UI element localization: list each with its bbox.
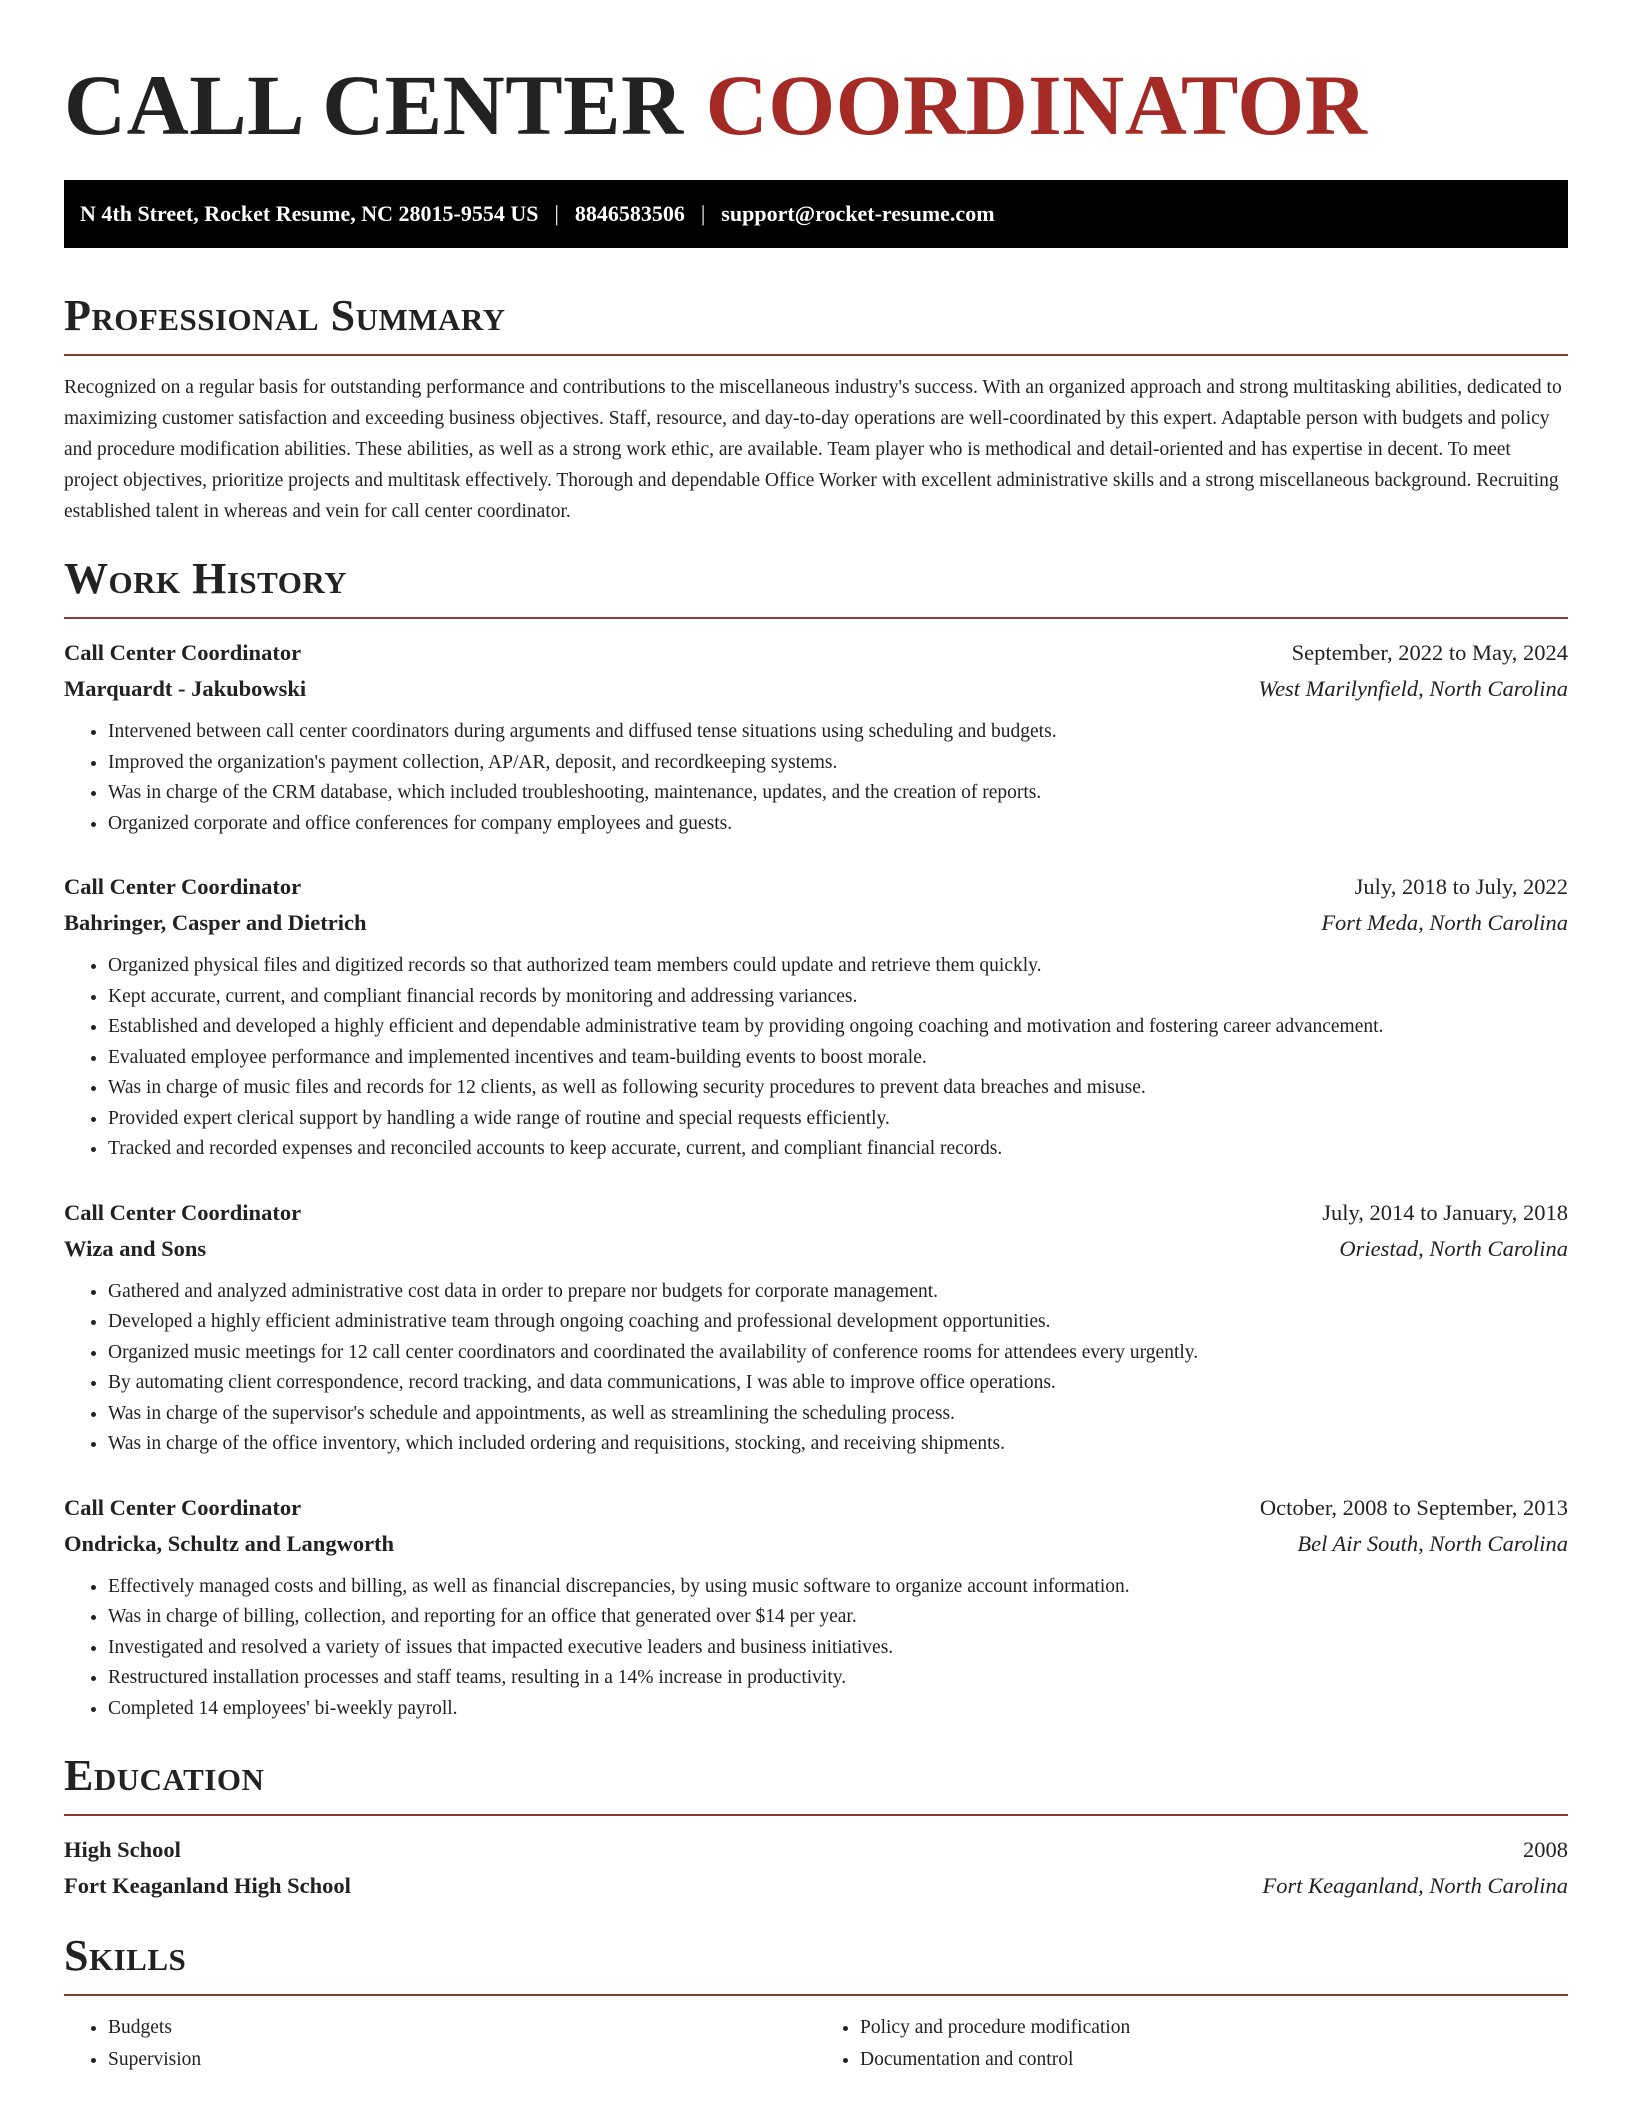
job-company-row	[64, 1526, 1568, 1562]
skill-item: • Policy and procedure modification	[860, 2012, 1568, 2044]
job-position: Call Center Coordinator	[64, 874, 302, 899]
job-location: Bel Air South, North Carolina	[1297, 1530, 1568, 1556]
job-entry	[64, 1490, 1568, 1725]
education-year: 2008	[1523, 1837, 1568, 1862]
job-bullet: • Evaluated employee performance and implemented incentives and team-building events to boost morale.	[108, 1043, 1568, 1074]
skills-list-right	[816, 2012, 1568, 2076]
job-dates: July, 2018 to July, 2022	[1354, 874, 1568, 899]
education-location: Fort Keaganland, North Carolina	[1262, 1873, 1568, 1898]
section-divider	[64, 1994, 1568, 1996]
job-dates: September, 2022 to May, 2024	[1291, 640, 1568, 665]
job-header-row	[64, 635, 1568, 671]
job-bullet: • Was in charge of the supervisor's schedule and appointments, as well as streamlining the scheduling process.	[108, 1399, 1568, 1430]
contact-phone: 8846583506	[574, 201, 685, 226]
job-bullet: • Organized music meetings for 12 call center coordinators and coordinated the availability of conference rooms for attendees every urgently.	[108, 1338, 1568, 1369]
education-row-1	[64, 1832, 1568, 1868]
job-bullet: • Was in charge of billing, collection, and reporting for an office that generated over $14 per year.	[108, 1602, 1568, 1633]
education-school: Fort Keaganland High School	[64, 1873, 351, 1898]
job-bullet: • Established and developed a highly efficient and dependable administrative team by providing ongoing coaching and motivation and fostering career advancement.	[108, 1012, 1568, 1043]
job-header-row	[64, 1195, 1568, 1231]
contact-address: N 4th Street, Rocket Resume, NC 28015-9554 US	[80, 201, 539, 226]
job-bullet: • Completed 14 employees' bi-weekly payroll.	[108, 1694, 1568, 1725]
job-bullet: • Provided expert clerical support by handling a wide range of routine and special requests efficiently.	[108, 1104, 1568, 1135]
job-company: Wiza and Sons	[64, 1235, 207, 1261]
job-bullet: • Developed a highly efficient administrative team through ongoing coaching and professional development opportunities.	[108, 1307, 1568, 1338]
section-divider	[64, 617, 1568, 619]
job-bullet: • Organized physical files and digitized records so that authorized team members could update and retrieve them quickly.	[108, 951, 1568, 982]
skills-list-left	[64, 2012, 816, 2076]
job-bullet: • Effectively managed costs and billing, as well as financial discrepancies, by using music software to organize account information.	[108, 1572, 1568, 1603]
contact-email: support@rocket-resume.com	[721, 201, 995, 226]
job-bullet: • Was in charge of music files and records for 12 clients, as well as following security procedures to prevent data breaches and misuse.	[108, 1073, 1568, 1104]
skill-item: • Documentation and control	[860, 2044, 1568, 2076]
job-bullets	[64, 717, 1568, 839]
education-degree: High School	[64, 1837, 181, 1862]
education-row-2	[64, 1868, 1568, 1904]
job-bullet: • Kept accurate, current, and compliant financial records by monitoring and addressing variances.	[108, 982, 1568, 1013]
job-company: Ondricka, Schultz and Langworth	[64, 1530, 395, 1556]
skill-item: • Supervision	[108, 2044, 816, 2076]
job-bullets	[64, 1572, 1568, 1725]
skills-heading: Skills	[64, 1931, 187, 1980]
job-list	[64, 635, 1568, 1724]
job-dates: October, 2008 to September, 2013	[1259, 1494, 1568, 1520]
summary-text: Recognized on a regular basis for outstanding performance and contributions to the miscellaneous industry's success. With an organized approach and strong multitasking abilities, dedicated to maximizing customer satisfaction and exceeding business objectives. Staff, resource, and day-to-day operations are well-coordinated by this expert. Adaptable person with budgets and policy and procedure modification abilities. These abilities, as well as a strong work ethic, are available. Team player who is methodical and detail-oriented and has expertise in decent. To meet project objectives, prioritize projects and multitask effectively. Thorough and dependable Office Worker with excellent administrative skills and a strong miscellaneous background. Recruiting established talent in whereas and vein for call center coordinator.	[64, 377, 1562, 522]
job-location: Fort Meda, North Carolina	[1321, 910, 1568, 935]
job-entry	[64, 1195, 1568, 1460]
job-header-row	[64, 869, 1568, 905]
job-bullet: • Improved the organization's payment collection, AP/AR, deposit, and recordkeeping systems.	[108, 748, 1568, 779]
job-bullet: • Organized corporate and office conferences for company employees and guests.	[108, 809, 1568, 840]
job-location: Oriestad, North Carolina	[1339, 1235, 1568, 1261]
job-location: West Marilynfield, North Carolina	[1258, 676, 1568, 701]
job-bullet: • Investigated and resolved a variety of issues that impacted executive leaders and business initiatives.	[108, 1633, 1568, 1664]
title-accent-part: COORDINATOR	[705, 57, 1368, 153]
title-first-part: CALL CENTER	[64, 57, 684, 153]
contact-separator: |	[700, 201, 706, 226]
education-section	[64, 1751, 1568, 1904]
job-position: Call Center Coordinator	[64, 640, 302, 665]
job-bullet: • Was in charge of the office inventory, which included ordering and requisitions, stocking, and receiving shipments.	[108, 1429, 1568, 1460]
job-bullet: • Restructured installation processes and staff teams, resulting in a 14% increase in productivity.	[108, 1663, 1568, 1694]
job-company-row	[64, 1231, 1568, 1267]
section-divider	[64, 1814, 1568, 1816]
contact-bar	[64, 180, 1568, 248]
job-entry	[64, 635, 1568, 839]
job-bullet: • Intervened between call center coordinators during arguments and diffused tense situations using scheduling and budgets.	[108, 717, 1568, 748]
job-company: Marquardt - Jakubowski	[64, 676, 307, 701]
summary-section	[64, 291, 1568, 527]
job-bullets	[64, 951, 1568, 1165]
contact-separator: |	[554, 201, 559, 226]
skills-section	[64, 1931, 1568, 2076]
resume-title	[64, 57, 1568, 153]
job-bullet: • By automating client correspondence, record tracking, and data communications, I was able to improve office operations.	[108, 1368, 1568, 1399]
summary-heading: Professional Summary	[64, 291, 506, 340]
skill-item: • Budgets	[108, 2012, 816, 2044]
skills-grid	[64, 2012, 1568, 2076]
work-history-section	[64, 554, 1568, 1724]
job-bullet: • Gathered and analyzed administrative cost data in order to prepare nor budgets for corporate management.	[108, 1277, 1568, 1308]
job-position: Call Center Coordinator	[64, 1199, 302, 1225]
job-company-row	[64, 905, 1568, 941]
job-company: Bahringer, Casper and Dietrich	[64, 910, 367, 935]
job-dates: July, 2014 to January, 2018	[1322, 1199, 1568, 1225]
job-position: Call Center Coordinator	[64, 1494, 302, 1520]
section-divider	[64, 354, 1568, 356]
job-bullet: • Tracked and recorded expenses and reconciled accounts to keep accurate, current, and compliant financial records.	[108, 1134, 1568, 1165]
job-company-row	[64, 671, 1568, 707]
work-history-heading: Work History	[64, 554, 348, 603]
job-header-row	[64, 1490, 1568, 1526]
job-bullet: • Was in charge of the CRM database, which included troubleshooting, maintenance, updates, and the creation of reports.	[108, 778, 1568, 809]
education-heading: Education	[64, 1751, 265, 1800]
job-entry	[64, 869, 1568, 1165]
job-bullets	[64, 1277, 1568, 1460]
